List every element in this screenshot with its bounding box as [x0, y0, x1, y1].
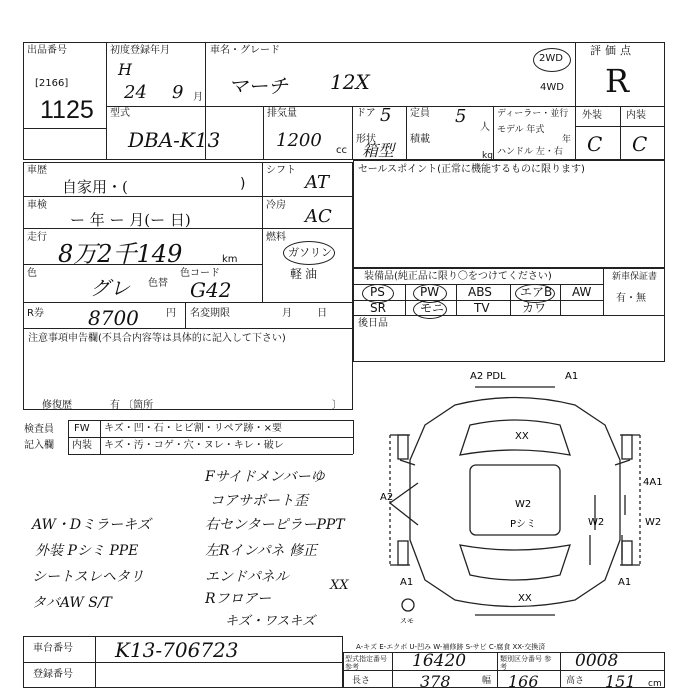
exterior-label: 外装 [582, 110, 602, 121]
first-reg-month: 9 [172, 82, 184, 103]
color-value: グレ [90, 276, 130, 300]
chassis-no-label: 車台番号 [33, 643, 73, 654]
ac-label: 冷房 [266, 200, 286, 211]
mark-w2-right: W2 [588, 517, 605, 528]
mark-a2-pdl: A2 PDL [470, 371, 506, 382]
fuel-label: 燃料 [266, 232, 286, 243]
reg-no-label: 登録番号 [33, 669, 73, 680]
ac-value: AC [305, 206, 332, 227]
caution-label: 注意事項申告欄(不具合内容等は具体的に記入して下さい) [28, 333, 286, 344]
capacity-unit: 人 [480, 122, 490, 133]
shape-label: 形状 [356, 134, 376, 145]
fw-label: FW [74, 423, 90, 434]
lot-number: 1125 [40, 96, 94, 124]
type-cert-value: 16420 [412, 651, 467, 671]
class-label: 類別区分番号 参考 [500, 655, 552, 671]
interior-tag: 内装 [72, 440, 92, 451]
first-reg-label: 初度登録年月 [110, 45, 170, 56]
mark-a1-top: A1 [565, 371, 579, 382]
color-code-label: 色コード [180, 268, 220, 279]
doors-value: 5 [380, 105, 392, 126]
displacement-label: 排気量 [267, 108, 297, 119]
grade: 12X [330, 70, 370, 94]
monitor-circle [413, 300, 447, 319]
lot-code: [2166] [35, 78, 69, 89]
capacity-value: 5 [455, 106, 467, 127]
color-code-value: G42 [190, 278, 232, 302]
history-value: 自家用・( [62, 178, 128, 196]
mark-p-shimi: Pシミ [510, 519, 537, 530]
shape-value: 箱型 [362, 141, 395, 160]
fuel-diesel: 軽油 [290, 267, 321, 281]
mileage-label: 走行 [27, 232, 47, 243]
length-label: 長さ [352, 676, 371, 686]
int-row: キズ・汚・コゲ・穴・ヌレ・キレ・破レ [104, 440, 284, 451]
note-f-side-member: Fサイドメンバーゆ [205, 469, 325, 485]
doors-label: ドア [356, 108, 376, 119]
history-label: 車歴 [27, 165, 47, 176]
repair-value: 有 〔箇所 [110, 400, 154, 411]
width-label: 幅 [482, 676, 492, 686]
equip-ps: PS [370, 285, 385, 299]
model-label: 型式 [110, 108, 130, 119]
interior-label: 内装 [626, 110, 646, 121]
drive-4wd: 4WD [540, 82, 564, 93]
ps-circle [362, 284, 394, 303]
equip-aw: AW [572, 285, 592, 299]
equip-tv: TV [474, 301, 490, 315]
mark-a1-bottom-left: A1 [400, 577, 414, 588]
repair-close: 〕 [332, 400, 342, 411]
car-name: マーチ [228, 74, 288, 98]
displacement-unit: cc [336, 145, 347, 156]
equip-abs: ABS [468, 285, 492, 299]
r-ticket-value: 8700 [88, 306, 139, 330]
note-tire: タバAW S/T [32, 595, 112, 611]
note-end-panel: エンドパネル [205, 569, 289, 585]
equip-monitor: モニ [420, 301, 445, 315]
load-unit: kg [482, 151, 493, 161]
height-value: 151 [605, 672, 636, 691]
r-ticket-label: R券 [27, 308, 44, 319]
inspector-label-2: 記入欄 [24, 440, 54, 451]
first-reg-era: H [118, 60, 132, 79]
new-car-warranty-value: 有・無 [616, 293, 646, 304]
chassis-no: K13-706723 [115, 638, 239, 662]
equip-pw: PW [420, 285, 440, 299]
exterior-score: C [587, 132, 603, 156]
car-damage-diagram [360, 365, 670, 630]
airbag-circle [515, 284, 555, 303]
equip-sr: SR [370, 301, 386, 315]
retrofit-label: 後日品 [358, 318, 388, 329]
name-grade-label: 車名・グレード [210, 45, 280, 56]
sales-points-label: セールスポイント(正常に機能するものに限ります) [358, 164, 585, 175]
first-reg-month-unit: 月 [193, 92, 203, 103]
displacement-value: 1200 [276, 130, 322, 151]
model-year-label: モデル 年式 [497, 125, 545, 135]
name-change-label: 名変期限 [190, 308, 230, 319]
note-aw-mirror: AW・Dミラーキズ [32, 517, 151, 533]
mark-w2-far-right: W2 [645, 517, 662, 528]
note-center-pillar: 右センターピラーPPT [205, 517, 345, 533]
inspector-label-1: 検査員 [24, 424, 54, 435]
note-core-support: コアサポート歪 [210, 493, 308, 509]
fw-row: キズ・凹・石・ヒビ割・リペア跡・×要 [104, 423, 282, 434]
mark-w2-center: W2 [515, 499, 532, 510]
equip-airbag: エアB [520, 285, 553, 299]
r-ticket-unit: 円 [166, 308, 176, 319]
first-reg-year: 24 [124, 82, 147, 103]
inspection-value: ー 年 ー 月(ー 日) [70, 211, 191, 229]
mileage-unit: km [222, 254, 238, 265]
interior-score: C [632, 132, 648, 156]
mark-a1-right-top: 4A1 [643, 477, 663, 488]
note-seat: シートスレヘタリ [32, 569, 144, 585]
length-value: 378 [420, 672, 451, 691]
color-label: 色 [27, 268, 37, 279]
handle-label: ハンドル 左・右 [497, 147, 563, 157]
load-label: 積載 [410, 134, 430, 145]
repair-label: 修復歴 [42, 400, 72, 411]
note-exterior: 外装 Pシミ PPE [35, 543, 139, 559]
legend: A-キズ E-エクボ U-凹み W-補修跡 S-サビ C-腐食 XX-交換済 [356, 643, 546, 651]
note-xx: XX [330, 578, 349, 593]
lot-no-label: 出品番号 [27, 45, 67, 56]
note-instrument-panel: 左Rインパネ 修正 [205, 543, 318, 559]
mark-a1-bottom-right: A1 [618, 577, 632, 588]
capacity-label: 定員 [410, 108, 430, 119]
sales-block [353, 160, 665, 268]
shift-value: AT [305, 172, 330, 193]
fuel-gasoline-circle [283, 241, 335, 265]
fuel-gasoline: ガソリン [288, 246, 332, 259]
note-r-floor: Rフロアー [205, 591, 272, 607]
unit-cm: cm [648, 679, 662, 689]
mark-smo: スモ [400, 617, 414, 625]
score-label: 評価点 [590, 44, 635, 57]
mark-a2-left: A2 [380, 492, 394, 503]
shift-label: シフト [266, 165, 296, 176]
inspection-label: 車検 [27, 200, 47, 211]
model-value: DBA-K13 [128, 128, 221, 152]
equipment-label: 装備品(純正品に限り〇をつけてください) [364, 271, 552, 282]
dealer-label: ディーラー・並行 [497, 109, 569, 119]
class-value: 0008 [575, 651, 619, 671]
history-close: ) [240, 176, 246, 192]
mark-xx-top: XX [515, 431, 529, 442]
equip-leather: カワ [522, 301, 547, 315]
color-sub-label: 色替 [148, 278, 168, 289]
score-value: R [605, 62, 630, 100]
new-car-warranty-label: 新車保証書 [612, 272, 658, 282]
mileage-value: 8万2千149 [58, 240, 183, 268]
name-change-unit: 月 日 [282, 308, 328, 319]
height-label: 高さ [566, 676, 585, 686]
mark-xx-bottom: XX [518, 593, 532, 604]
drive-2wd: 2WD [539, 53, 563, 64]
note-scratches: キズ・ワスキズ [225, 614, 316, 629]
details-block [23, 162, 353, 410]
width-value: 166 [508, 672, 539, 691]
model-year-unit: 年 [562, 135, 572, 145]
type-cert-label: 型式指定番号 参考 [345, 655, 387, 671]
